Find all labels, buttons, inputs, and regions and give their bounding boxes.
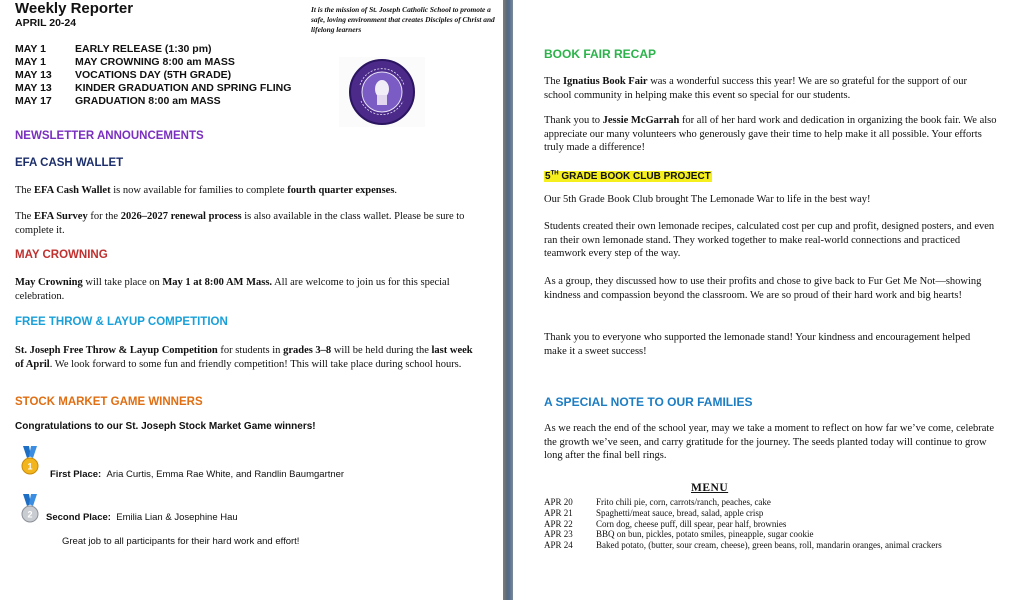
menu-date: APR 23 (544, 529, 573, 540)
bookclub-paragraph-2: Students created their own lemonade recipes, calculated cost per cup and profit, designed posters, and even ran their own lemonade stand. They worked together to make real-world connections and practiced teamwork every step of the way. (544, 221, 995, 259)
crowning-heading: MAY CROWNING (15, 249, 108, 261)
menu-row (544, 497, 998, 508)
event-text: VOCATIONS DAY (5TH GRADE) (75, 69, 232, 81)
medal-number: 2 (27, 509, 33, 520)
first-place-line (50, 469, 344, 480)
bookclub-heading: 5TH GRADE BOOK CLUB PROJECT (545, 170, 711, 182)
crowning-paragraph: May Crowning will take place on May 1 at 8:00 AM Mass. All are welcome to join us for this special celebration. (15, 277, 450, 302)
left-page (0, 0, 503, 600)
bookclub-paragraph-1: Our 5th Grade Book Club brought The Lemonade War to life in the best way! (544, 194, 871, 205)
second-place-names: Emilia Lian & Josephine Hau (116, 512, 238, 523)
efa-paragraph-2: The EFA Survey for the 2026–2027 renewal process is also available in the class wallet. Please be sure to complete it. (15, 211, 465, 236)
event-text: KINDER GRADUATION AND SPRING FLING (75, 82, 292, 94)
event-row (15, 43, 291, 56)
menu-date: APR 21 (544, 507, 573, 518)
bookfair-paragraph-2: Thank you to Jessie McGarrah for all of her hard work and dedication in organizing the book fair. We also appreciate our many volunteers who generously gave their time to help make it all possible. Your efforts truly made a difference! (544, 115, 997, 153)
bookfair-paragraph-1: The Ignatius Book Fair was a wonderful success this year! We are so grateful for the support of our school community in helping make this event so special for our students. (544, 76, 967, 101)
newsletter-title: Weekly Reporter (15, 0, 134, 17)
event-date: MAY 13 (15, 82, 52, 94)
event-text: EARLY RELEASE (1:30 pm) (75, 43, 212, 55)
event-list (15, 43, 291, 108)
menu-row (544, 508, 998, 519)
page-gutter (503, 0, 513, 600)
second-place-label: Second Place: (46, 512, 111, 523)
menu-row (544, 529, 998, 540)
bookfair-heading: BOOK FAIR RECAP (544, 47, 657, 61)
families-heading: A SPECIAL NOTE TO OUR FAMILIES (544, 395, 753, 409)
silver-medal-icon (20, 494, 40, 529)
efa-paragraph-1: The EFA Cash Wallet is now available for families to complete fourth quarter expenses. (15, 185, 398, 196)
second-place-line (46, 512, 238, 523)
event-text: MAY CROWNING 8:00 am MASS (75, 56, 235, 68)
menu-item: BBQ on bun, pickles, potato smiles, pineapple, sugar cookie (596, 529, 814, 540)
mission-statement: It is the mission of St. Joseph Catholic School to promote a safe, loving environment that creates Disciples of Christ and lifelong learners (311, 5, 495, 34)
school-seal-icon (339, 57, 425, 127)
event-text: GRADUATION 8:00 am MASS (75, 95, 221, 107)
freethrow-heading: FREE THROW & LAYUP COMPETITION (15, 316, 228, 328)
school-seal-logo (339, 57, 425, 127)
medal-number: 1 (27, 461, 33, 472)
menu-item: Baked potato, (butter, sour cream, cheese), green beans, roll, mandarin oranges, animal crackers (596, 540, 942, 551)
menu-item: Spaghetti/meat sauce, bread, salad, apple crisp (596, 507, 764, 518)
efa-heading: EFA CASH WALLET (15, 157, 124, 169)
first-place-names: Aria Curtis, Emma Rae White, and Randlin Baumgartner (106, 469, 345, 480)
event-row (15, 56, 291, 69)
families-paragraph: As we reach the end of the school year, may we take a moment to reflect on how far we’ve come, celebrate the growth we’ve seen, and carry gratitude for the journey. The seeds planted today will continue to grow long after the final bell rings. (544, 423, 995, 461)
menu-row (544, 540, 998, 551)
menu-date: APR 22 (544, 518, 573, 529)
event-date: MAY 1 (15, 43, 46, 55)
bookclub-paragraph-3: As a group, they discussed how to use their profits and chose to give back to Fur Get Me Not—showing kindness and compassion beyond the classroom. We are so proud of their hard work and big hearts! (544, 276, 982, 301)
announcements-heading: NEWSLETTER ANNOUNCEMENTS (15, 130, 204, 142)
right-page (513, 0, 1024, 600)
menu-list (544, 497, 998, 551)
bookclub-paragraph-4: Thank you to everyone who supported the lemonade stand! Your kindness and encouragement helped make it a sweet success! (544, 332, 971, 357)
menu-title: MENU (691, 482, 729, 494)
menu-item: Corn dog, cheese puff, dill spear, pear half, brownies (596, 518, 787, 529)
gold-medal-icon (20, 446, 40, 481)
stock-congrats: Congratulations to our St. Joseph Stock Market Game winners! (15, 421, 316, 432)
event-row (15, 95, 291, 108)
first-place-label: First Place: (50, 469, 102, 480)
event-date: MAY 1 (15, 56, 46, 68)
menu-item: Frito chili pie, corn, carrots/ranch, peaches, cake (596, 497, 771, 507)
menu-row (544, 519, 998, 530)
event-row (15, 82, 291, 95)
event-date: MAY 17 (15, 95, 52, 107)
stock-heading: STOCK MARKET GAME WINNERS (15, 396, 203, 408)
newsletter-dates: APRIL 20-24 (15, 17, 77, 29)
event-row (15, 69, 291, 82)
great-job-text: Great job to all participants for their hard work and effort! (62, 536, 300, 547)
event-date: MAY 13 (15, 69, 52, 81)
freethrow-paragraph: St. Joseph Free Throw & Layup Competition for students in grades 3–8 will be held during the last week of April. We look forward to some fun and friendly competition! This will take place during school hours. (15, 345, 473, 370)
menu-date: APR 24 (544, 540, 573, 551)
menu-date: APR 20 (544, 497, 573, 507)
